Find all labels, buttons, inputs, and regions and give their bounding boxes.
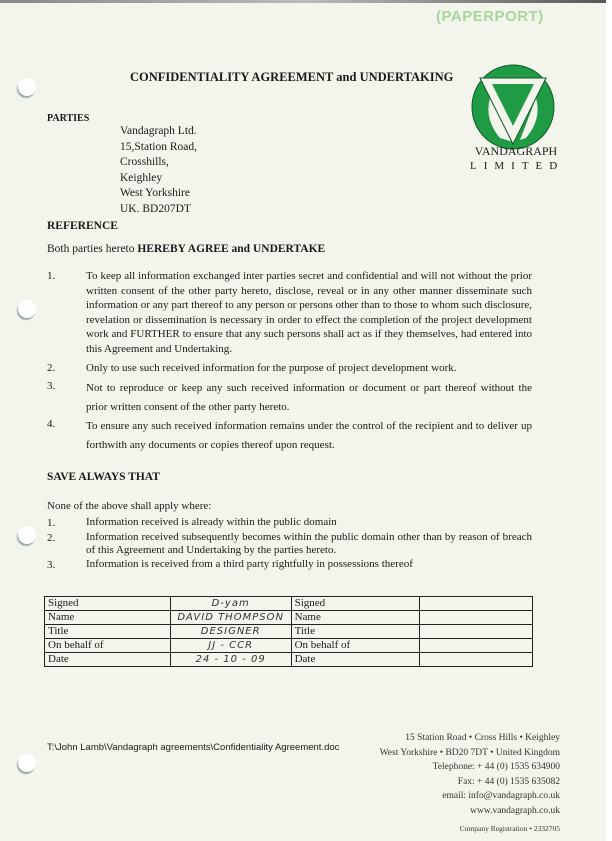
parties-heading: PARTIES (47, 113, 90, 124)
punch-hole (18, 754, 36, 772)
table-row (45, 597, 533, 611)
footer-line: www.vandagraph.co.uk (470, 805, 560, 816)
signature-field-2[interactable] (420, 597, 533, 611)
behalf-field-2[interactable] (420, 639, 533, 653)
punch-hole (18, 78, 36, 96)
reference-intro (47, 242, 325, 257)
company-registration: Company Registration • 2332705 (459, 824, 560, 833)
table-row (45, 611, 533, 625)
vandagraph-logo-icon (470, 64, 556, 152)
clause-text: Only to use such received information for the purpose of project development work. (86, 362, 457, 374)
party-address (120, 124, 197, 218)
brand-name (470, 144, 565, 172)
footer-line: Telephone: + 44 (0) 1535 634900 (432, 762, 560, 772)
scan-edge (0, 0, 612, 3)
address-line: Vandagraph Ltd. (120, 125, 197, 137)
signature-field[interactable]: D-yam (170, 597, 291, 611)
paperport-stamp: (PAPERPORT) (436, 8, 544, 25)
date-field[interactable]: 24 - 10 - 09 (170, 653, 291, 667)
clause-text: To ensure any such received information remains under the control of the recipient and to deliver up forthwith any documents or copies thereof upon request. (86, 420, 532, 451)
row-label: Date (45, 653, 171, 667)
clause-number: 2. (47, 362, 56, 374)
footer-line: West Yorkshire • BD20 7DT • United Kingdom (379, 747, 560, 758)
exception-number: 3. (47, 559, 56, 571)
company-address (380, 731, 560, 837)
footer-line: Fax: + 44 (0) 1535 635082 (457, 776, 560, 787)
exception-text: Information received subsequently becomes within the public domain other than by reason of breach of this Agreement and Undertaking by the parties hereto. (86, 531, 532, 556)
intro-bold: HEREBY AGREE and UNDERTAKE (137, 243, 326, 255)
row-label: Name (291, 611, 420, 625)
name-field-2[interactable] (420, 611, 533, 625)
clause-text: Not to reproduce or keep any such received information or document or part thereof without the prior written consent of the other party hereto. (86, 382, 532, 413)
address-line: Keighley (120, 171, 163, 184)
title-field-2[interactable] (420, 625, 533, 639)
table-row (45, 639, 533, 653)
row-label: Title (45, 625, 171, 639)
brand-title: VANDAGRAPH (474, 144, 558, 158)
table-row (45, 653, 533, 667)
exception-text: Information received is already within the public domain (86, 516, 337, 528)
signature-table (44, 596, 533, 667)
row-label: On behalf of (291, 639, 420, 653)
punch-hole (18, 300, 36, 318)
clause-number: 3. (47, 380, 56, 392)
footer-line: 15 Station Road • Cross Hills • Keighley (405, 733, 560, 743)
exception-text: Information is received from a third party rightfully in possessions thereof (86, 558, 413, 570)
footer-line: email: info@vandagraph.co.uk (442, 791, 560, 801)
row-label: Signed (45, 597, 171, 611)
reference-heading: REFERENCE (47, 220, 118, 232)
document-title: CONFIDENTIALITY AGREEMENT and UNDERTAKING (130, 70, 454, 84)
address-line: West Yorkshire (120, 187, 190, 200)
row-label: Name (45, 611, 171, 625)
address-line: UK. BD207DT (120, 202, 191, 215)
clause-number: 4. (47, 418, 56, 430)
exception-number: 1. (47, 517, 56, 529)
title-field[interactable]: DESIGNER (170, 625, 291, 639)
row-label: On behalf of (45, 639, 171, 653)
address-line: Crosshills, (120, 156, 169, 169)
row-label: Signed (291, 597, 420, 611)
address-line: 15,Station Road, (120, 140, 197, 153)
save-intro: None of the above shall apply where: (47, 500, 212, 512)
clause-text: To keep all information exchanged inter parties secret and confidential and will not without the prior written consent of the other party hereto, disclose, reveal or in any other manner disseminate such information or any part thereof to any person or persons other than to those to whom such disclosure, revelation or dissemination is necessary in order to effect the completion of the project development work and FURTHER to ensure that any such persons shall act as if they themselves, had entered into this Agreement and Undertaking. (86, 270, 532, 355)
punch-hole (18, 526, 36, 544)
row-label: Date (291, 653, 420, 667)
name-field[interactable]: DAVID THOMPSON (170, 611, 291, 625)
scan-edge-right (606, 0, 612, 841)
row-label: Title (291, 625, 420, 639)
file-path: T:\John Lamb\Vandagraph agreements\Confidentiality Agreement.doc (47, 742, 340, 753)
clause-number: 1. (47, 270, 56, 282)
date-field-2[interactable] (420, 653, 533, 667)
table-row (45, 625, 533, 639)
intro-text: Both parties hereto (47, 243, 138, 255)
save-heading: SAVE ALWAYS THAT (47, 471, 160, 483)
behalf-field[interactable]: JJ - CCR (170, 639, 291, 653)
brand-suffix: LIMITED (470, 160, 565, 172)
exception-number: 2. (47, 532, 56, 544)
